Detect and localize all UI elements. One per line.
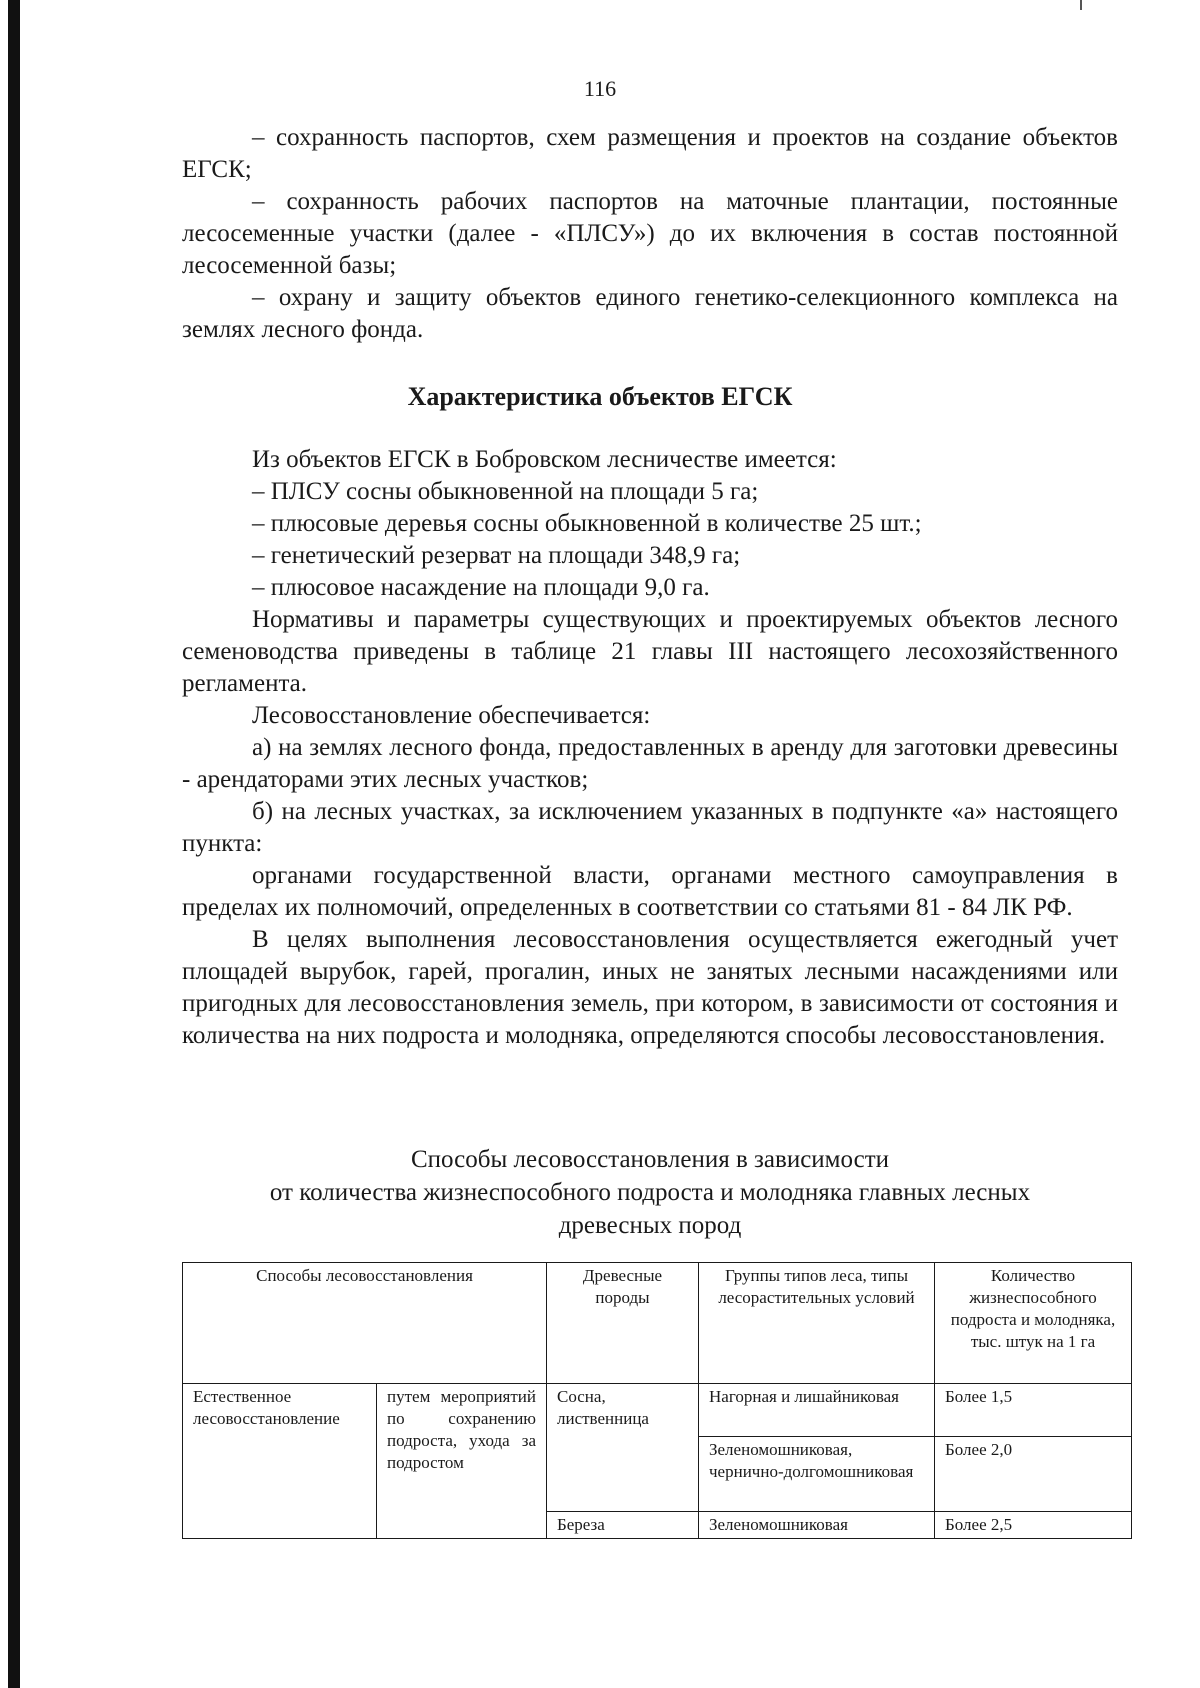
objects-list-item: – плюсовые деревья сосны обыкновенной в количестве 25 шт.;	[252, 510, 922, 537]
scan-edge-shadow	[8, 0, 20, 1688]
table-caption-line: древесных пород	[558, 1212, 742, 1239]
intro-item: – охрану и защиту объектов единого генетико-селекционного комплекса на землях лесного фонда.	[182, 284, 1118, 343]
objects-list-item: – генетический резерват на площади 348,9 га;	[252, 542, 741, 569]
cell-method-main: Естественное лесовосстановление	[183, 1384, 377, 1539]
cell-quantity: Более 1,5	[935, 1384, 1132, 1437]
table-caption-line: Способы лесовосстановления в зависимости	[410, 1146, 890, 1173]
header-forest-type: Группы типов леса, типы лесорастительных условий	[699, 1263, 935, 1384]
cell-forest-type: Нагорная и лишайниковая	[699, 1384, 935, 1437]
section-heading: Характеристика объектов ЕГСК	[407, 382, 793, 411]
intro-item: – сохранность паспортов, схем размещения и проектов на создание объектов ЕГСК;	[182, 124, 1118, 183]
objects-list-item: – ПЛСУ сосны обыкновенной на площади 5 га;	[252, 478, 759, 505]
intro-item: – сохранность рабочих паспортов на маточные плантации, постоянные лесосеменные участки (далее - «ПЛСУ») до их включения в состав постоянной лесосеменной базы;	[182, 188, 1118, 279]
scan-mark	[1080, 0, 1082, 10]
cell-quantity: Более 2,5	[935, 1512, 1132, 1539]
body-paragraph: а) на землях лесного фонда, предоставленных в аренду для заготовки древесины - арендаторами этих лесных участков;	[182, 734, 1118, 793]
body-paragraph: Нормативы и параметры существующих и проектируемых объектов лесного семеноводства приведены в таблице 21 главы III настоящего лесохозяйственного регламента.	[182, 606, 1118, 697]
cell-quantity: Более 2,0	[935, 1437, 1132, 1512]
reforestation-methods-table	[182, 1262, 1132, 1539]
objects-intro: Из объектов ЕГСК в Бобровском лесничестве имеется:	[252, 446, 837, 473]
header-quantity: Количество жизнеспособного подроста и молодняка, тыс. штук на 1 га	[935, 1263, 1132, 1384]
body-paragraph: Лесовосстановление обеспечивается:	[252, 702, 651, 729]
cell-species: Береза	[547, 1512, 699, 1539]
objects-block	[182, 444, 1118, 1052]
table-header-row	[183, 1263, 1132, 1384]
body-paragraph: б) на лесных участках, за исключением указанных в подпункте «а» настоящего пункта:	[182, 798, 1118, 857]
body-paragraph: органами государственной власти, органами местного самоуправления в пределах их полномочий, определенных в соответствии со статьями 81 - 84 ЛК РФ.	[182, 862, 1118, 921]
header-method: Способы лесовосстановления	[183, 1263, 547, 1384]
body-paragraph: В целях выполнения лесовосстановления осуществляется ежегодный учет площадей вырубок, гарей, прогалин, иных не занятых лесными насаждениями или пригодных для лесовосстановления земель, при котором, в зависимости от состояния и количества на них подроста и молодняка, определяются способы лесовосстановления.	[182, 926, 1118, 1049]
table-caption-line: от количества жизнеспособного подроста и молодняка главных лесных	[269, 1179, 1031, 1206]
cell-species: Сосна, лиственница	[547, 1384, 699, 1512]
cell-forest-type: Зеленомошниковая	[699, 1512, 935, 1539]
cell-forest-type: Зеленомошниковая, чернично-долгомошниковая	[699, 1437, 935, 1512]
objects-list-item: – плюсовое насаждение на площади 9,0 га.	[252, 574, 710, 601]
cell-method-detail: путем мероприятий по сохранению подроста, ухода за подростом	[377, 1384, 547, 1539]
header-species: Древесные породы	[547, 1263, 699, 1384]
table-row	[183, 1384, 1132, 1437]
intro-block	[182, 122, 1118, 346]
page-number: 116	[583, 76, 617, 101]
table-caption	[200, 1143, 1100, 1242]
